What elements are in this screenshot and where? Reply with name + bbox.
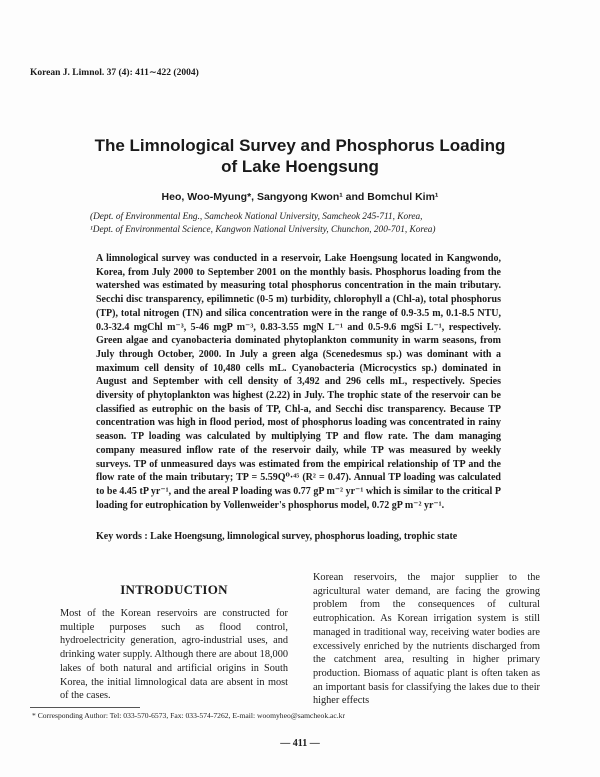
- affiliation-2: ¹Dept. of Environmental Science, Kangwon National University, Chunchon, 200-701, Korea): [90, 225, 436, 235]
- intro-left-column: [60, 582, 288, 703]
- corresponding-author-footnote: * Corresponding Author: Tel: 033-570-6573, Fax: 033-574-7262, E-mail: woomyheo@samcheok.ac.kr: [32, 711, 345, 720]
- affiliation-1: (Dept. of Environmental Eng., Samcheok National University, Samcheok 245-711, Korea,: [90, 212, 423, 222]
- page-number: — 411 —: [280, 738, 320, 749]
- title-line-1: The Limnological Survey and Phosphorus Loading: [94, 136, 506, 155]
- paper-title: [60, 135, 540, 177]
- title-line-2: of Lake Hoengsung: [221, 157, 379, 176]
- intro-right-column: [313, 571, 540, 708]
- intro-left-paragraph: Most of the Korean reservoirs are constructed for multiple purposes such as flood control, hydroelectricity generation, agro-industrial uses, and drinking water supply. Although there are about 18,000 lakes of both natural and artificial origins in South Korea, the initial limnological data are absent in most of the cases.: [60, 608, 288, 702]
- author-list: Heo, Woo-Myung*, Sangyong Kwon¹ and Bomchul Kim¹: [161, 191, 439, 203]
- abstract: A limnological survey was conducted in a reservoir, Lake Hoengsung located in Kangwondo, Korea, from July 2000 to September 2001 on the monthly basis. Phosphorus loading from the watershed was estimated by measuring total phosphorus concentration in the main tributary. Secchi disc transparency, epilimnetic (0-5 m) turbidity, chlorophyll a (Chl-a), total phosphorus (TP), total nitrogen (TN) and silica concentration were in the range of 0.9-3.5 m, 0.1-8.5 NTU, 0.3-32.4 mgChl m⁻³, 5-46 mgP m⁻³, 0.83-3.55 mgN L⁻¹ and 0.5-9.6 mgSi L⁻¹, respectively. Green algae and cyanobacteria dominated phytoplankton community in warm seasons, from July through October, 2000. In July a green alga (Scenedesmus sp.) was dominant with a maximum cell density of 10,480 cells mL. Cyanobacteria (Microcystics sp.) dominated in August and September with cell density of 3,492 and 296 cells mL, respectively. Species diversity of phytoplankton was highest (2.22) in July. The trophic state of the reservoir can be classified as eutrophic on the basis of TP, Chl-a, and Secchi disc transparency. Because TP concentration was high in flood period, most of phosphorus loading was concentrated in rainy season. TP loading was calculated by multiplying TP and flow rate. The dam managing company measured inflow rate of the reservoir daily, while TP was measured by weekly surveys. TP of unmeasured days was estimated from the empirical relationship of TP and the flow rate of the main tributary; TP = 5.59Q⁰·⁴⁵ (R² = 0.47). Annual TP loading was calculated to be 4.45 tP yr⁻¹, and the areal P loading was 0.77 gP m⁻² yr⁻¹ which is similar to the critical P loading for eutrophication by Vollenweider's phosphorus model, 0.72 gP m⁻² yr⁻¹.: [96, 253, 501, 511]
- intro-right-paragraph: Korean reservoirs, the major supplier to the agricultural water demand, are facing the growing problem from the consequences of cultural eutrophication. As Korean irrigation system is still managed in traditional way, receiving water bodies are excessively enriched by the nutrients discharged from the catchment area, resulting in higher primary production. Biomass of aquatic plant is often taken as an important basis for classifying the lakes due to their higher effects: [313, 572, 540, 707]
- section-heading-introduction: INTRODUCTION: [120, 582, 228, 597]
- affiliations: [90, 211, 550, 237]
- keywords: Key words : Lake Hoengsung, limnological survey, phosphorus loading, trophic state: [96, 531, 458, 542]
- footnote-divider: [30, 707, 140, 708]
- journal-reference: Korean J. Limnol. 37 (4): 411∼422 (2004): [30, 68, 199, 78]
